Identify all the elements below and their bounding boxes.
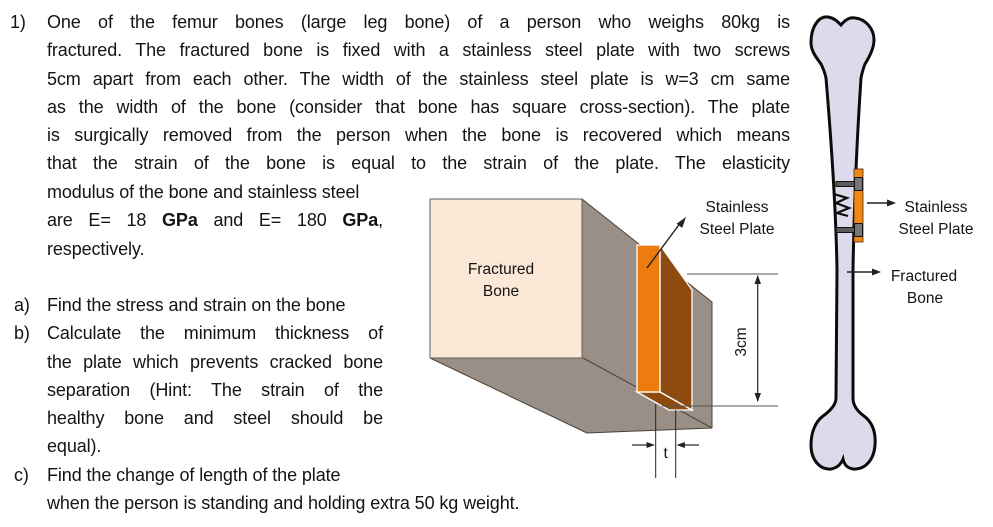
dim-arrow-up-icon — [755, 275, 762, 284]
item-a-marker: a) — [14, 295, 30, 315]
problem-paragraph — [10, 8, 790, 178]
item-b-text: equal). — [47, 436, 102, 457]
femur-figure — [795, 8, 993, 488]
gpa-bold: GPa — [342, 210, 379, 231]
dim-arrow-down-icon — [755, 393, 762, 402]
fractured-bone-label-line1: Fractured — [467, 261, 535, 278]
text-part: , — [378, 210, 384, 231]
femur-plate-label-line1: Stainless — [904, 199, 968, 216]
paragraph-line: One of the femur bones (large leg bone) of a person who weighs 80kg is — [47, 12, 790, 32]
plate-label-line1: Stainless — [705, 199, 769, 216]
item-c-marker: c) — [14, 464, 29, 485]
item-a-text: Find the stress and strain on the bone — [47, 295, 346, 315]
femur-bone-label-line1: Fractured — [890, 268, 958, 285]
item-b-text: healthy bone and steel should be — [47, 408, 383, 429]
plate-label-line2: Steel Plate — [699, 221, 775, 238]
text-part: and E= 180 — [197, 210, 343, 231]
text-part: are E= 18 — [47, 210, 163, 231]
dim-t-arrow-left-icon — [647, 442, 656, 448]
paragraph-line: modulus of the bone and stainless steel — [47, 182, 360, 202]
plate-side-face — [660, 245, 692, 410]
femur-outline — [811, 17, 875, 469]
item-c-text: Find the change of length of the plate — [47, 464, 341, 485]
paragraph-line: that the strain of the bone is equal to the strain of the plate. The elasticity — [47, 153, 790, 174]
problem-number: 1) — [10, 12, 26, 32]
item-c-text: when the person is standing and holding extra 50 kg weight. — [47, 493, 520, 514]
item-b-marker: b) — [14, 323, 30, 344]
screw-top-shaft — [836, 182, 855, 187]
dim-t-arrow-right-icon — [676, 442, 685, 448]
paragraph-line: fractured. The fractured bone is fixed with a stainless steel plate with two screws — [47, 40, 790, 61]
paragraph-line: 5cm apart from each other. The width of the stainless steel plate is w=3 cm same — [47, 68, 790, 89]
gpa-bold: GPa — [162, 210, 198, 231]
paragraph-line: respectively. — [47, 238, 145, 259]
femur-plate-label-line2: Steel Plate — [898, 221, 974, 238]
fractured-bone-label-line2: Bone — [482, 283, 520, 300]
femur-plate-arrowhead-icon — [887, 200, 896, 207]
bone-front-face — [430, 199, 582, 358]
item-a — [14, 291, 383, 319]
item-b-text: Calculate the minimum thickness of — [47, 323, 383, 344]
femur-bone-label-line2: Bone — [906, 290, 944, 307]
dim-height-label: 3cm — [733, 327, 750, 357]
paragraph-line-elastic-moduli — [47, 206, 383, 234]
item-b — [14, 319, 383, 460]
paragraph-line: is surgically removed from the person when the bone is recovered which means — [47, 125, 790, 146]
item-c — [14, 461, 520, 518]
femur-bone-arrowhead-icon — [872, 269, 881, 276]
item-b-text: separation (Hint: The strain of the — [47, 379, 383, 400]
item-b-text: the plate which prevents cracked bone — [47, 351, 383, 372]
question-items — [14, 291, 520, 517]
paragraph-lines — [47, 8, 790, 178]
screw-top-head — [855, 178, 863, 191]
paragraph-narrow-column — [47, 178, 383, 263]
screw-bottom-head — [855, 224, 863, 237]
screw-bottom-shaft — [836, 228, 855, 233]
paragraph-line: as the width of the bone (consider that bone has square cross-section). The plate — [47, 96, 790, 117]
dim-thickness-label: t — [663, 445, 668, 462]
